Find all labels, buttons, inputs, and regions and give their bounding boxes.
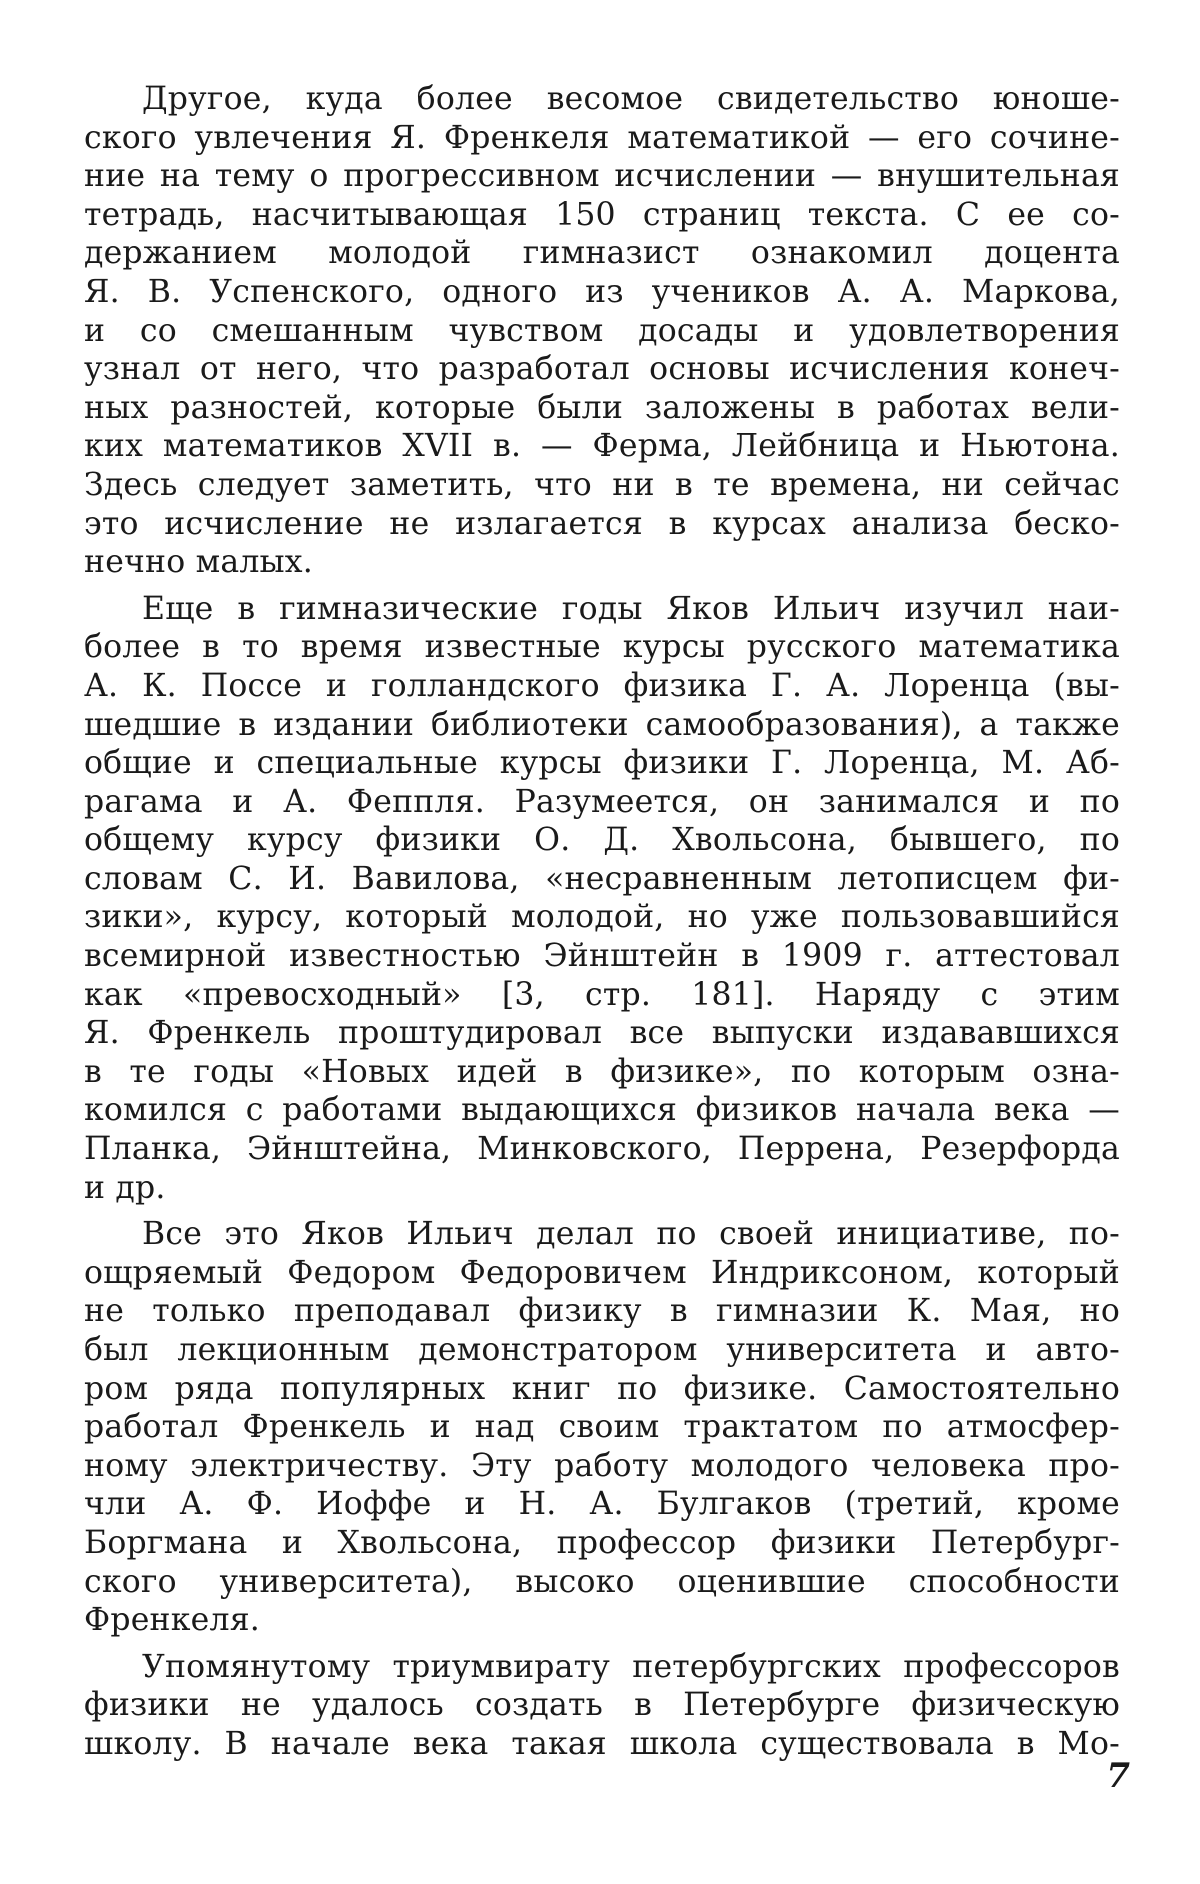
text-line: Я. Френкель проштудировал все выпуски издававшихся: [84, 1015, 1120, 1052]
text-line: Боргмана и Хвольсона, профессор физики Петербург-: [84, 1524, 1120, 1561]
text-line: чли А. Ф. Иоффе и Н. А. Булгаков (третий, кроме: [84, 1486, 1120, 1523]
text-line: Планка, Эйнштейна, Минковского, Перрена, Резерфорда: [84, 1131, 1120, 1168]
text-line: всемирной известностью Эйнштейн в 1909 г. аттестовал: [84, 938, 1120, 975]
text-line: ние на тему о прогрессивном исчислении — внушительная: [84, 158, 1120, 195]
text-line: Здесь следует заметить, что ни в те времена, ни сейчас: [84, 466, 1120, 503]
paragraph-4: [84, 1648, 1120, 1764]
text-line: ных разностей, которые были заложены в работах вели-: [84, 389, 1120, 426]
text-line: держанием молодой гимназист ознакомил доцента: [84, 235, 1120, 272]
text-line: Другое, куда более весомое свидетельство юноше-: [142, 81, 1120, 117]
text-line: А. К. Поссе и голландского физика Г. А. Лоренца (вы-: [84, 667, 1120, 704]
text-line: общему курсу физики О. Д. Хвольсона, бывшего, по: [84, 822, 1120, 859]
text-line: комился с работами выдающихся физиков начала века —: [84, 1092, 1120, 1129]
text-line: словам С. И. Вавилова, «несравненным летописцем фи-: [84, 860, 1120, 897]
text-line: общие и специальные курсы физики Г. Лоренца, М. Аб-: [84, 745, 1120, 782]
text-line: как «превосходный» [3, стр. 181]. Наряду с этим: [84, 976, 1120, 1013]
page-body: [84, 80, 1120, 1764]
text-line: Я. В. Успенского, одного из учеников А. А. Маркова,: [84, 273, 1120, 310]
paragraph-1: [84, 80, 1120, 582]
text-line: зики», курсу, который молодой, но уже пользовавшийся: [84, 899, 1120, 936]
page-number: 7: [1106, 1756, 1130, 1796]
text-line: ких математиков XVII в. — Ферма, Лейбница и Ньютона.: [84, 428, 1120, 465]
text-line: и со смешанным чувством досады и удовлетворения: [84, 312, 1120, 349]
text-line: это исчисление не излагается в курсах анализа беско-: [84, 505, 1120, 542]
text-line: ощряемый Федором Федоровичем Индриксоном, который: [84, 1254, 1120, 1291]
text-line: работал Френкель и над своим трактатом по атмосфер-: [84, 1409, 1120, 1446]
text-line: Все это Яков Ильич делал по своей инициативе, по-: [142, 1216, 1120, 1253]
text-line: нечно малых.: [84, 544, 313, 581]
paragraph-2: [84, 590, 1120, 1208]
text-line: ному электричеству. Эту работу молодого человека про-: [84, 1447, 1120, 1484]
text-line: ского увлечения Я. Френкеля математикой — его сочине-: [84, 119, 1120, 156]
text-line: в те годы «Новых идей в физике», по которым озна-: [84, 1053, 1120, 1090]
text-line: более в то время известные курсы русского математика: [84, 629, 1120, 666]
text-line: тетрадь, насчитывающая 150 страниц текста. С ее со-: [84, 196, 1120, 233]
text-line: Еще в гимназические годы Яков Ильич изучил наи-: [142, 590, 1120, 627]
text-line: ром ряда популярных книг по физике. Самостоятельно: [84, 1370, 1120, 1407]
text-line: Френкеля.: [84, 1602, 260, 1639]
text-line: рагама и А. Феппля. Разумеется, он занимался и по: [84, 783, 1120, 820]
text-line: шедшие в издании библиотеки самообразования), а также: [84, 706, 1120, 743]
text-line: Упомянутому триумвирату петербургских профессоров: [142, 1648, 1120, 1685]
text-line: физики не удалось создать в Петербурге физическую: [84, 1687, 1120, 1724]
paragraph-3: [84, 1215, 1120, 1640]
text-line: был лекционным демонстратором университета и авто-: [84, 1332, 1120, 1368]
text-line: ского университета), высоко оценившие способности: [84, 1563, 1120, 1600]
text-line: узнал от него, что разработал основы исчисления конеч-: [84, 351, 1120, 388]
text-line: не только преподавал физику в гимназии К. Мая, но: [84, 1293, 1120, 1330]
text-line: школу. В начале века такая школа существовала в Мо-: [84, 1725, 1120, 1762]
text-line: и др.: [84, 1169, 166, 1206]
